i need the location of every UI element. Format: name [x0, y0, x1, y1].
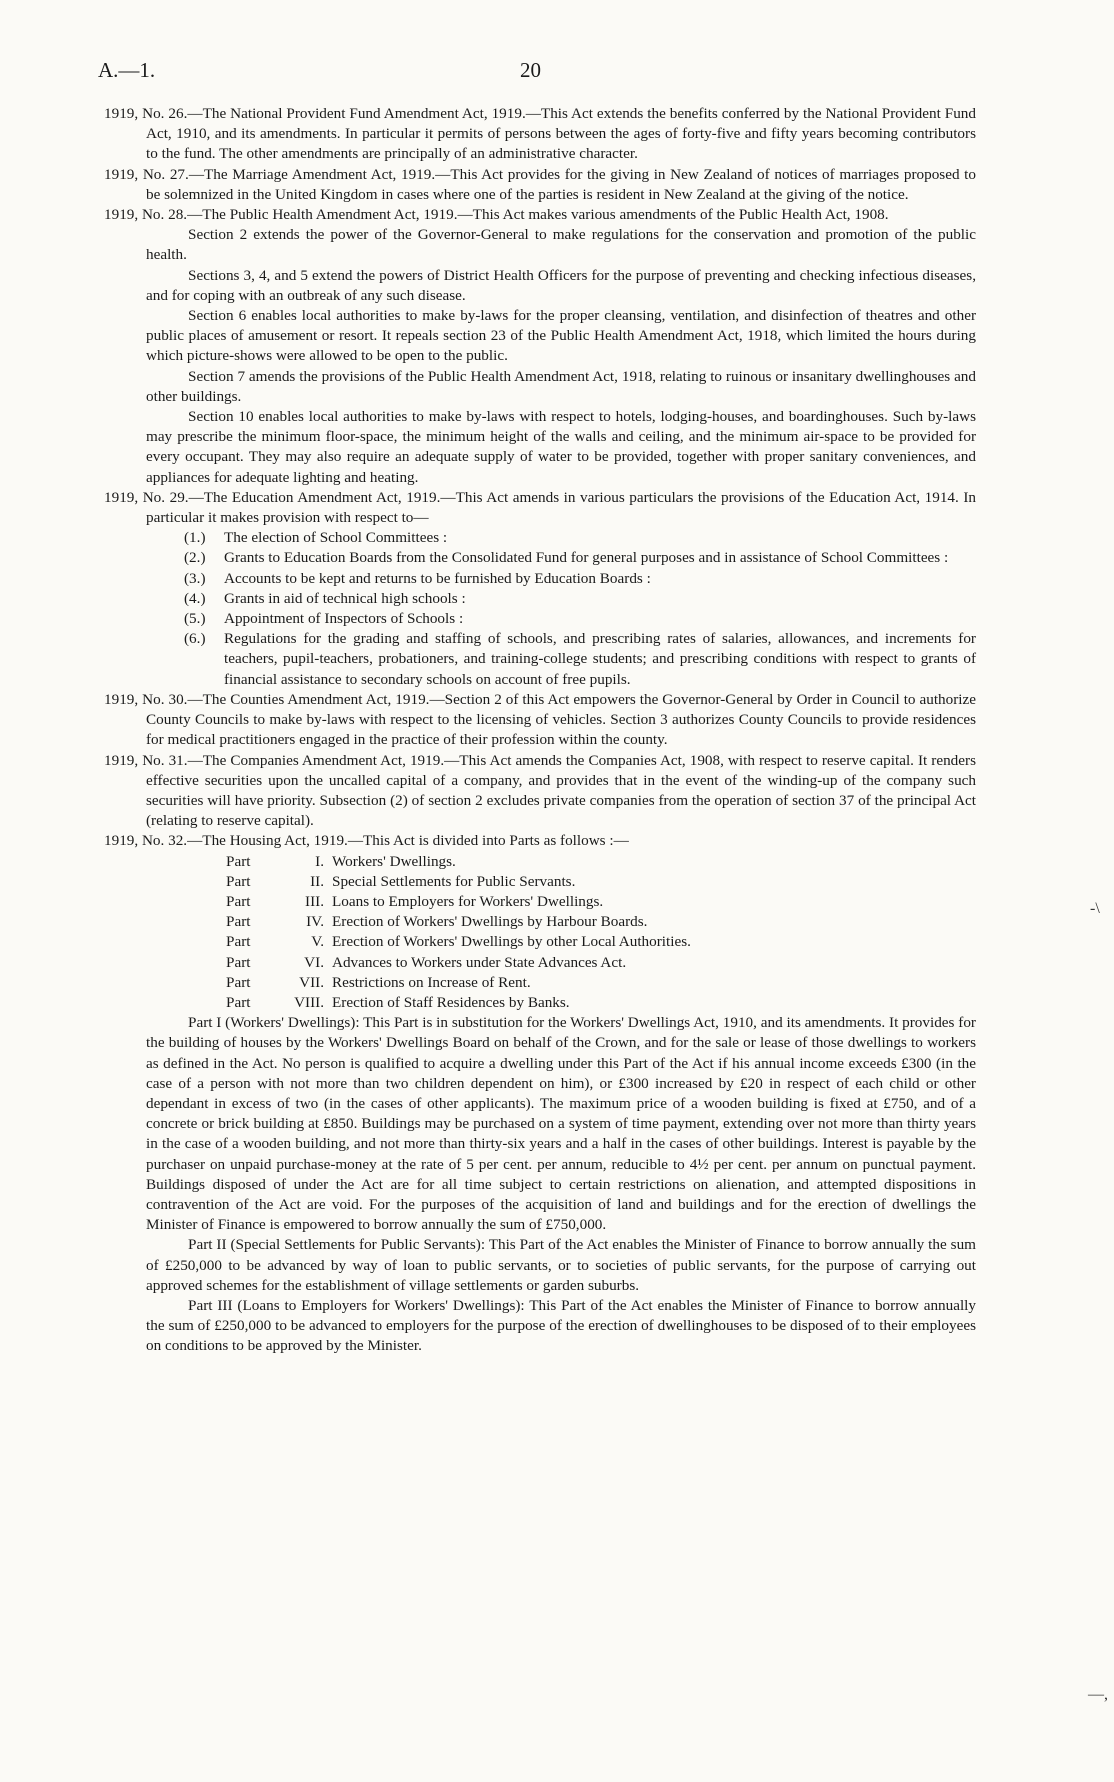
list-item	[184, 548, 976, 568]
part-number: IV.	[306, 913, 324, 931]
entry-act-29: 1919, No. 29.—The Education Amendment Act, 1919.—This Act amends in various particulars the provisions of the Education Act, 1914. In particular it makes provision with respect to—	[104, 488, 976, 527]
entry-act-28: 1919, No. 28.—The Public Health Amendment Act, 1919.—This Act makes various amendments of the Public Health Act, 1908.	[104, 206, 889, 224]
paragraph-part-2: Part II (Special Settlements for Public Servants): This Part of the Act enables the Minister of Finance to borrow annually the sum of £250,000 to be advanced by way of loan to public servants, or to societies of public servants, for the purpose of carrying out approved schemes for the establishment of village settlements or garden suburbs.	[146, 1236, 976, 1294]
part-number: I.	[315, 852, 324, 870]
paragraph-part-1: Part I (Workers' Dwellings): This Part is in substitution for the Workers' Dwellings Act, 1910, and its amendments. It provides for the building of houses by the Workers' Dwellings Board on behalf of the Crown, and for the sale or lease of those dwellings to workers as defined in the Act. No person is qualified to acquire a dwelling under this Part of the Act if his annual income exceeds £300 (in the case of a person with not more than two children dependent on him), or £300 increased by £20 in respect of each child or other dependant in excess of two (in the cases of other applicants). The maximum price of a wooden building is fixed at £750, and of a concrete or brick building at £850. Buildings may be purchased on a system of time payment, extending over not more than thirty years in the case of a wooden building, and not more than thirty-six years and a half in the cases of other buildings. Interest is payable by the purchaser on unpaid purchase-money at the rate of 5 per cent. per annum, reducible to 4½ per cent. per annum on punctual payment. Buildings disposed of under the Act are for all time subject to certain restrictions on alienation, and attempted dispositions in contravention of the Act are void. For the purposes of the acquisition of land and buildings and for the erection of dwellings the Minister of Finance is empowered to borrow annually the sum of £750,000.	[146, 1014, 976, 1234]
list-item	[184, 569, 976, 589]
list-item	[184, 629, 976, 690]
list-item-text: Accounts to be kept and returns to be furnished by Education Boards :	[224, 569, 651, 587]
paragraph: Section 2 extends the power of the Governor-General to make regulations for the conservation and promotion of the public health.	[146, 226, 976, 264]
part-title: Loans to Employers for Workers' Dwellings.	[332, 892, 604, 910]
margin-mark: —,	[1088, 1686, 1108, 1703]
part-row	[226, 953, 976, 973]
entry-act-27: 1919, No. 27.—The Marriage Amendment Act, 1919.—This Act provides for the giving in New Zealand of notices of marriages proposed to be solemnized in the United Kingdom in cases where one of the parties is resident in New Zealand at the giving of the notice.	[104, 165, 976, 203]
list-item-number: (6.)	[184, 630, 206, 648]
paragraph: Section 6 enables local authorities to make by-laws for the proper cleansing, ventilation, and disinfection of theatres and other public places of amusement or resort. It repeals section 23 of the Public Health Amendment Act, 1918, which limited the hours during which picture-shows were allowed to be open to the public.	[146, 307, 976, 365]
list-item-number: (4.)	[184, 589, 206, 607]
list-item	[184, 589, 976, 609]
part-title: Special Settlements for Public Servants.	[332, 872, 576, 890]
list-item-text: The election of School Committees :	[224, 529, 448, 547]
entry-act-30: 1919, No. 30.—The Counties Amendment Act, 1919.—Section 2 of this Act empowers the Governor-General by Order in Council to authorize County Councils to make by-laws with respect to the licensing of vehicles. Section 3 authorizes County Councils to provide residences for medical practitioners engaged in the practice of their profession within the county.	[104, 690, 976, 749]
paragraph: Sections 3, 4, and 5 extend the powers of District Health Officers for the purpose of preventing and checking infectious diseases, and for coping with an outbreak of any such disease.	[146, 266, 976, 304]
part-row	[226, 993, 976, 1013]
list-item-text: Grants in aid of technical high schools :	[224, 589, 466, 607]
part-number: III.	[305, 892, 324, 910]
part-row	[226, 932, 976, 952]
part-title: Erection of Workers' Dwellings by other Local Authorities.	[332, 933, 691, 951]
list-item-text: Regulations for the grading and staffing of schools, and prescribing rates of salaries, allowances, and increments for teachers, pupil-teachers, probationers, and training-college students; and prescribing conditions with respect to grants of financial assistance to secondary schools on account of free pupils.	[224, 630, 976, 688]
part-title: Erection of Staff Residences by Banks.	[332, 993, 570, 1011]
part-row	[226, 973, 976, 993]
entry-act-32: 1919, No. 32.—The Housing Act, 1919.—This Act is divided into Parts as follows :—	[104, 832, 629, 850]
list-item	[184, 528, 976, 548]
part-label: Part	[226, 953, 251, 971]
list-item-number: (3.)	[184, 569, 206, 587]
part-label: Part	[226, 872, 251, 890]
list-item-number: (1.)	[184, 529, 206, 547]
entry-act-26: 1919, No. 26.—The National Provident Fund Amendment Act, 1919.—This Act extends the benefits conferred by the National Provident Fund Act, 1910, and its amendments. In particular it permits of persons between the ages of forty-five and fifty years becoming contributors to the fund. The other amendments are principally of an administrative character.	[104, 105, 976, 163]
paragraph-part-3: Part III (Loans to Employers for Workers' Dwellings): This Part of the Act enables the Minister of Finance to borrow annually the sum of £250,000 to be advanced to employers for the purpose of the erection of dwellinghouses to be disposed of to their employees on conditions to be approved by the Minister.	[146, 1296, 976, 1355]
margin-mark: -\	[1090, 900, 1100, 917]
part-title: Erection of Workers' Dwellings by Harbour Boards.	[332, 913, 648, 931]
part-label: Part	[226, 913, 251, 931]
list-item-number: (2.)	[184, 549, 206, 567]
part-label: Part	[226, 852, 251, 870]
list-item-number: (5.)	[184, 610, 206, 628]
part-number: VII.	[299, 973, 324, 991]
paragraph: Section 7 amends the provisions of the Public Health Amendment Act, 1918, relating to ruinous or insanitary dwellinghouses and other buildings.	[146, 367, 976, 405]
document-reference: A.—1.	[98, 58, 156, 82]
education-provisions-list	[184, 528, 976, 690]
part-row	[226, 912, 976, 932]
part-title: Advances to Workers under State Advances Act.	[332, 953, 627, 971]
part-number: V.	[311, 933, 324, 951]
part-label: Part	[226, 973, 251, 991]
part-title: Restrictions on Increase of Rent.	[332, 973, 531, 991]
part-row	[226, 852, 976, 872]
entry-act-31: 1919, No. 31.—The Companies Amendment Act, 1919.—This Act amends the Companies Act, 1908, with respect to reserve capital. It renders effective securities upon the uncalled capital of a company, and provides that in the event of the winding-up of the company such securities will have priority. Subsection (2) of section 2 excludes private companies from the operation of section 37 of the principal Act (relating to reserve capital).	[104, 751, 976, 830]
part-label: Part	[226, 993, 251, 1011]
part-number: VIII.	[294, 993, 324, 1011]
part-label: Part	[226, 933, 251, 951]
list-item-text: Appointment of Inspectors of Schools :	[224, 610, 464, 628]
part-title: Workers' Dwellings.	[332, 852, 456, 870]
part-label: Part	[226, 892, 251, 910]
paragraph: Section 10 enables local authorities to make by-laws with respect to hotels, lodging-houses, and boardinghouses. Such by-laws may prescribe the minimum floor-space, the minimum height of the walls and ceiling, and the minimum air-space to be provided for every occupant. They may also require an adequate supply of water to be provided, together with proper sanitary conveniences, and appliances for adequate lighting and heating.	[146, 408, 976, 486]
page-body	[104, 104, 976, 1357]
list-item	[184, 609, 976, 629]
part-number: II.	[310, 872, 324, 890]
part-number: VI.	[304, 953, 324, 971]
list-item-text: Grants to Education Boards from the Consolidated Fund for general purposes and in assistance of School Committees :	[224, 549, 949, 567]
part-row	[226, 872, 976, 892]
part-row	[226, 892, 976, 912]
housing-parts-list	[226, 852, 976, 1014]
page-number: 20	[520, 58, 541, 82]
